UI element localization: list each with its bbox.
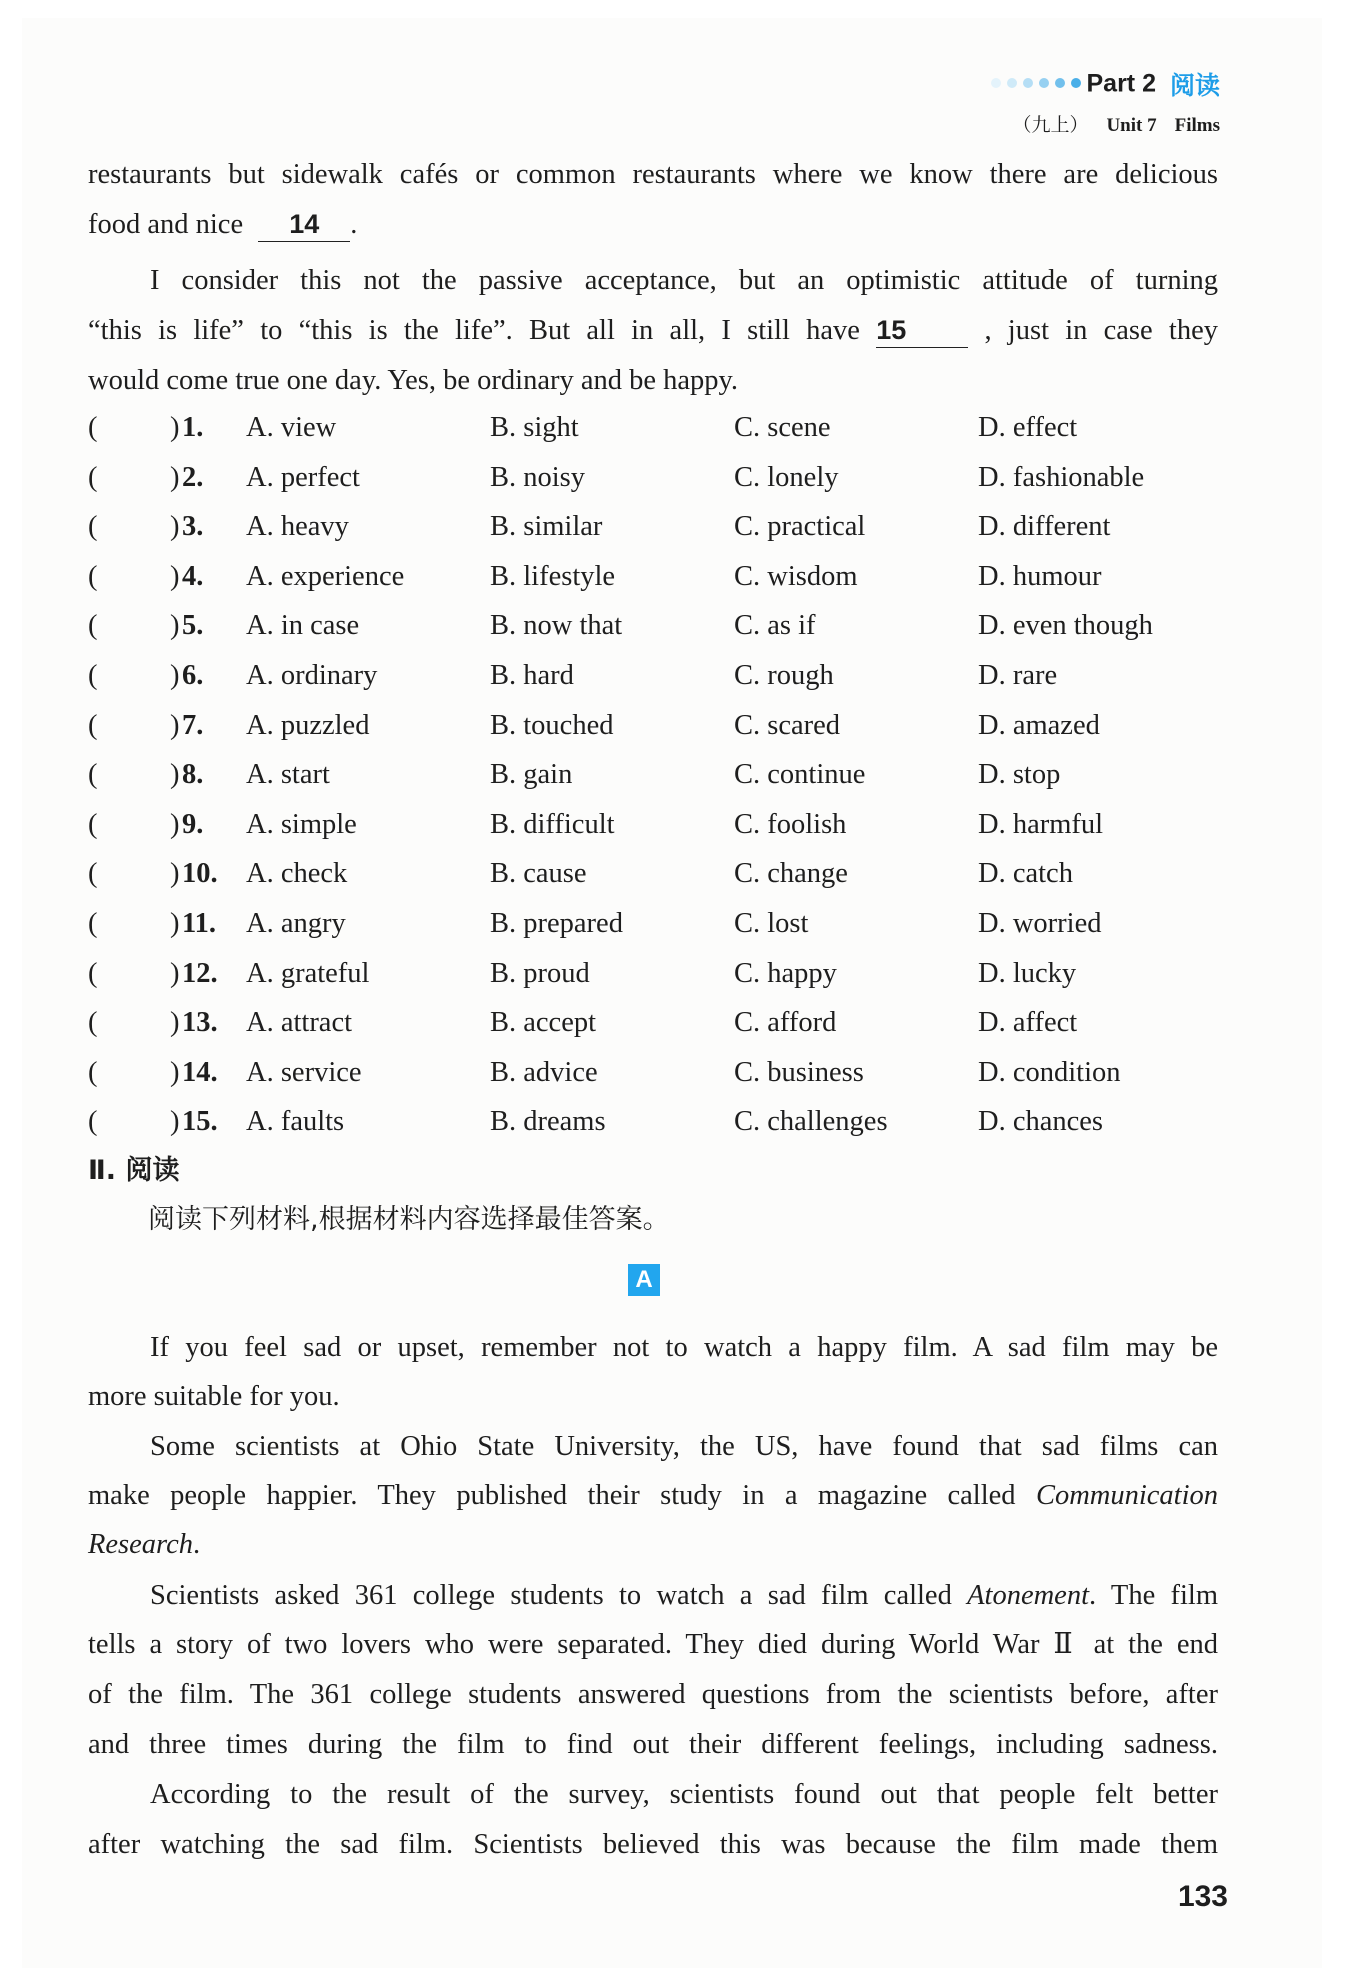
answer-paren-right: ) [170, 759, 180, 791]
film-title: Atonement [967, 1580, 1090, 1611]
option-a: A. faults [246, 1106, 345, 1138]
option-b: B. now that [490, 610, 623, 642]
option-d: D. effect [978, 412, 1078, 443]
option-b: B. prepared [490, 907, 623, 939]
option-d: D. humour [978, 560, 1102, 592]
question-row [88, 750, 1228, 800]
option-b: B. hard [490, 659, 574, 691]
option-a: A. service [246, 1056, 362, 1088]
passage-text: . The film [1089, 1580, 1218, 1611]
option-c: C. scared [734, 709, 841, 741]
answer-paren-right: ) [170, 560, 180, 592]
answer-paren-right: ) [170, 858, 180, 890]
question-number: 6. [182, 659, 204, 691]
passage-line: I consider this not the passive acceptance, but an optimistic attitude of turning [150, 265, 1218, 296]
option-c: C. happy [734, 957, 837, 989]
option-d: D. lucky [978, 957, 1077, 989]
question-number: 13. [182, 1007, 218, 1039]
question-row [88, 701, 1228, 751]
option-c: C. change [734, 858, 848, 890]
option-c: C. rough [734, 659, 834, 691]
option-b: B. advice [490, 1056, 598, 1088]
question-row [88, 552, 1228, 602]
option-d: D. rare [978, 659, 1058, 691]
answer-paren-right: ) [170, 709, 180, 741]
option-d: D. worried [978, 907, 1102, 939]
option-d: D. stop [978, 759, 1061, 791]
dot-icon [1039, 78, 1049, 88]
dot-icon [1023, 78, 1033, 88]
option-b: B. sight [490, 412, 579, 443]
answer-paren-left[interactable]: ( [88, 759, 98, 791]
passage-line: restaurants but sidewalk cafés or common restaurants where we know there are delicious [88, 159, 1218, 190]
answer-paren-left[interactable]: ( [88, 610, 98, 642]
question-number: 1. [182, 412, 204, 443]
question-row [88, 403, 1228, 453]
question-number: 5. [182, 610, 204, 642]
option-a: A. in case [246, 610, 360, 642]
part-cn-label: 阅读 [1169, 71, 1220, 100]
topic-label: Films [1174, 115, 1220, 136]
passage-line: tells a story of two lovers who were separated. They died during World War Ⅱ at the end [88, 1629, 1218, 1660]
option-c: C. lost [734, 907, 809, 939]
dot-icon [1007, 78, 1017, 88]
section-title: Ⅱ. 阅读 [88, 1155, 180, 1186]
option-d: D. fashionable [978, 461, 1145, 493]
passage-text: make people happier. They published their study in a magazine called [88, 1480, 1016, 1511]
option-a: A. experience [246, 560, 405, 592]
passage-line: more suitable for you. [88, 1381, 340, 1412]
option-c: C. wisdom [734, 560, 858, 592]
section-instruction: 阅读下列材料,根据材料内容选择最佳答案。 [148, 1204, 670, 1235]
option-d: D. even though [978, 610, 1153, 642]
option-a: A. perfect [246, 461, 360, 493]
passage-text: . [192, 1529, 201, 1560]
passage-line: Some scientists at Ohio State University, the US, have found that sad films can [150, 1431, 1218, 1462]
answer-paren-left[interactable]: ( [88, 709, 98, 741]
answer-paren-left[interactable]: ( [88, 1056, 98, 1088]
question-row [88, 1048, 1228, 1098]
magazine-title: Communication [1035, 1480, 1219, 1511]
answer-paren-right: ) [170, 511, 180, 543]
answer-paren-left[interactable]: ( [88, 1106, 98, 1138]
passage-line: If you feel sad or upset, remember not to watch a happy film. A sad film may be [150, 1332, 1218, 1363]
option-c: C. practical [734, 511, 866, 543]
passage-line [88, 200, 1218, 250]
option-c: C. business [734, 1056, 864, 1088]
answer-paren-left[interactable]: ( [88, 511, 98, 543]
dot-icon [991, 78, 1001, 88]
question-number: 2. [182, 461, 204, 493]
question-row [88, 998, 1228, 1048]
option-a: A. attract [246, 1007, 353, 1039]
unit-subheader [985, 110, 1221, 137]
blank-14: 14 [258, 207, 350, 242]
passage-line [88, 306, 1218, 356]
option-b: B. difficult [490, 808, 615, 840]
answer-paren-right: ) [170, 957, 180, 989]
answer-paren-left[interactable]: ( [88, 858, 98, 890]
answer-paren-right: ) [170, 1056, 180, 1088]
option-c: C. continue [734, 759, 866, 791]
answer-paren-right: ) [170, 461, 180, 493]
part-label: Part 2 [1086, 69, 1156, 98]
option-c: C. lonely [734, 461, 839, 493]
page-header [985, 66, 1221, 137]
question-number: 4. [182, 560, 204, 592]
option-a: A. puzzled [246, 709, 370, 741]
answer-paren-left[interactable]: ( [88, 659, 98, 691]
question-number: 7. [182, 709, 204, 741]
answer-paren-left[interactable]: ( [88, 461, 98, 493]
option-a: A. start [246, 759, 330, 791]
option-a: A. simple [246, 808, 357, 840]
option-b: B. touched [490, 709, 614, 741]
passage-text: food and nice [88, 209, 244, 240]
passage-line: of the film. The 361 college students answered questions from the scientists before, after [88, 1679, 1218, 1710]
grade-label: （九上） [1012, 114, 1089, 136]
passage-line: would come true one day. Yes, be ordinary and be happy. [88, 365, 739, 396]
question-number: 12. [182, 957, 218, 989]
passage-a-badge: A [628, 1264, 660, 1296]
answer-paren-left[interactable]: ( [88, 412, 98, 443]
option-a: A. grateful [246, 957, 370, 989]
question-row [88, 800, 1228, 850]
blank-15: 15 [876, 313, 968, 348]
option-b: B. proud [490, 957, 590, 989]
option-b: B. accept [490, 1007, 597, 1039]
option-b: B. cause [490, 858, 587, 890]
option-b: B. similar [490, 511, 603, 543]
question-number: 15. [182, 1106, 218, 1138]
option-d: D. different [978, 511, 1111, 543]
answer-paren-left[interactable]: ( [88, 808, 98, 840]
passage-line [88, 1471, 1218, 1521]
question-row [88, 949, 1228, 999]
question-number: 3. [182, 511, 204, 543]
question-row [88, 502, 1228, 552]
question-row [88, 651, 1228, 701]
passage-line: and three times during the film to find out their different feelings, including sadness. [88, 1729, 1218, 1760]
answer-paren-right: ) [170, 808, 180, 840]
answer-paren-left[interactable]: ( [88, 1007, 98, 1039]
option-d: D. catch [978, 858, 1073, 890]
dot-icon [1071, 78, 1081, 88]
page-number: 133 [1177, 1880, 1228, 1913]
passage-text: Scientists asked 361 college students to watch a sad film called [150, 1580, 952, 1611]
passage-line: after watching the sad film. Scientists believed this was because the film made them [88, 1829, 1218, 1860]
option-d: D. chances [978, 1106, 1104, 1138]
answer-paren-left[interactable]: ( [88, 957, 98, 989]
option-a: A. angry [246, 907, 346, 939]
option-c: C. foolish [734, 808, 847, 840]
answer-paren-right: ) [170, 1007, 180, 1039]
option-c: C. scene [734, 412, 831, 443]
option-a: A. view [246, 412, 337, 443]
question-list [88, 403, 1228, 1147]
option-d: D. harmful [978, 808, 1104, 840]
question-number: 8. [182, 759, 204, 791]
option-c: C. afford [734, 1007, 837, 1039]
answer-paren-right: ) [170, 659, 180, 691]
option-a: A. ordinary [246, 659, 378, 691]
answer-paren-right: ) [170, 1106, 180, 1138]
question-number: 9. [182, 808, 204, 840]
unit-label: Unit 7 [1106, 115, 1157, 136]
question-number: 10. [182, 858, 218, 890]
option-d: D. affect [978, 1007, 1078, 1039]
passage-text: . [350, 209, 358, 240]
answer-paren-right: ) [170, 610, 180, 642]
question-row [88, 453, 1228, 503]
option-b: B. lifestyle [490, 560, 616, 592]
answer-paren-right: ) [170, 907, 180, 939]
passage-text: , just in case they [984, 315, 1218, 346]
option-b: B. gain [490, 759, 573, 791]
answer-paren-left[interactable]: ( [88, 560, 98, 592]
option-b: B. noisy [490, 461, 586, 493]
passage-line [88, 1520, 1218, 1570]
passage-line: According to the result of the survey, scientists found out that people felt better [150, 1779, 1218, 1810]
question-row [88, 1097, 1228, 1147]
question-number: 11. [182, 907, 217, 939]
decorative-dots [985, 75, 1081, 93]
question-row [88, 601, 1228, 651]
option-b: B. dreams [490, 1106, 606, 1138]
option-c: C. challenges [734, 1106, 888, 1138]
question-number: 14. [182, 1056, 218, 1088]
option-d: D. amazed [978, 709, 1100, 741]
option-a: A. heavy [246, 511, 349, 543]
magazine-title: Research [88, 1529, 193, 1560]
answer-paren-left[interactable]: ( [88, 907, 98, 939]
option-a: A. check [246, 858, 348, 890]
dot-icon [1055, 78, 1065, 88]
option-d: D. condition [978, 1056, 1121, 1088]
passage-line [88, 1571, 1218, 1621]
question-row [88, 849, 1228, 899]
question-row [88, 899, 1228, 949]
passage-text: “this is life” to “this is the life”. But all in all, I still have [88, 315, 860, 346]
answer-paren-right: ) [170, 412, 180, 443]
option-c: C. as if [734, 610, 816, 642]
